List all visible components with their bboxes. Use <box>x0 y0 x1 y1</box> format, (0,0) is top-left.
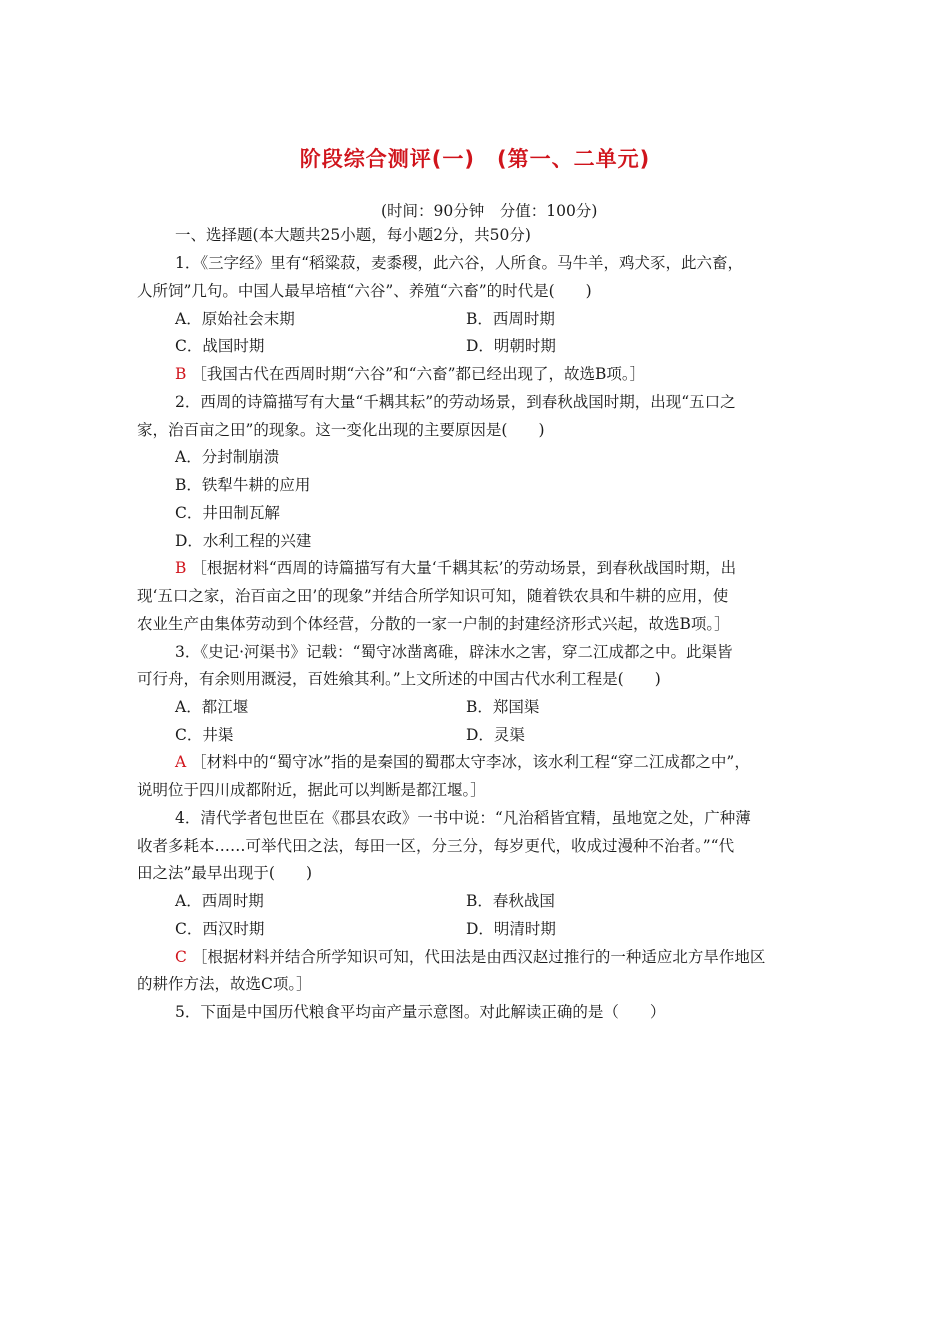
q4-explanation-line2: 的耕作方法，故选C项。］ <box>137 975 312 993</box>
q2-stem-line2: 家，治百亩之田”的现象。这一变化出现的主要原因是( ) <box>137 421 545 439</box>
q4-option-d: D．明清时期 <box>466 920 556 938</box>
q1-stem-line1: 1．《三字经》里有“稻粱菽，麦黍稷，此六谷，人所食。马牛羊，鸡犬豕，此六畜， <box>175 254 744 272</box>
q2-answer-letter: B <box>175 559 187 577</box>
q1-option-d: D．明朝时期 <box>466 337 556 355</box>
q4-stem-line1: 4．清代学者包世臣在《郡县农政》一书中说：“凡治稻皆宜精，虽地宽之处，广种薄 <box>175 809 751 827</box>
q3-option-a: A．都江堰 <box>175 698 249 716</box>
q4-option-b: B．春秋战国 <box>466 892 555 910</box>
q1-option-a: A．原始社会末期 <box>175 310 295 328</box>
q3-option-c: C．井渠 <box>175 726 234 744</box>
q4-stem-line2: 收者多耗本……可举代田之法，每田一区，分三分，每岁更代，收成过漫种不治者。”“代 <box>137 837 735 855</box>
q1-stem-line2: 人所饲”几句。中国人最早培植“六谷”、养殖“六畜”的时代是( ) <box>137 282 592 300</box>
q4-answer <box>175 946 765 968</box>
q3-answer <box>175 751 750 773</box>
q1-option-c: C．战国时期 <box>175 337 265 355</box>
q3-explanation-line2: 说明位于四川成都附近，据此可以判断是都江堰。］ <box>137 781 486 799</box>
q1-explanation: ［我国古代在西周时期“六谷”和“六畜”都已经出现了，故选B项。］ <box>191 365 646 383</box>
q4-option-a: A．西周时期 <box>175 892 264 910</box>
q3-answer-letter: A <box>175 753 187 771</box>
q3-explanation-line1: ［材料中的“蜀守冰”指的是秦国的蜀郡太守李冰，该水利工程“穿二江成都之中”， <box>191 753 750 771</box>
q3-stem-line1: 3．《史记·河渠书》记载：“蜀守冰凿离碓，辟沫水之害，穿二江成都之中。此渠皆 <box>175 643 733 661</box>
q4-stem-line3: 田之法”最早出现于( ) <box>137 864 313 882</box>
q2-answer <box>175 557 736 579</box>
q1-option-b: B．西周时期 <box>466 310 555 328</box>
q3-option-b: B．郑国渠 <box>466 698 540 716</box>
exam-info: (时间：90分钟 分值：100分) <box>381 202 598 220</box>
page-title: 阶段综合测评(一) (第一、二单元) <box>299 147 651 171</box>
q1-answer <box>175 363 645 385</box>
q5-stem-line1: 5．下面是中国历代粮食平均亩产量示意图。对此解读正确的是（ ） <box>175 1003 666 1021</box>
q4-explanation-line1: ［根据材料并结合所学知识可知，代田法是由西汉赵过推行的一种适应北方旱作地区 <box>191 948 766 966</box>
q2-option-b: B．铁犁牛耕的应用 <box>175 476 311 494</box>
q4-answer-letter: C <box>175 948 187 966</box>
q2-option-a: A．分封制崩溃 <box>175 448 280 466</box>
q3-option-d: D．灵渠 <box>466 726 525 744</box>
q2-explanation-line3: 农业生产由集体劳动到个体经营，分散的一家一户制的封建经济形式兴起，故选B项。］ <box>137 615 730 633</box>
q2-option-d: D．水利工程的兴建 <box>175 532 312 550</box>
q2-option-c: C．井田制瓦解 <box>175 504 280 522</box>
section-heading: 一、选择题(本大题共25小题，每小题2分，共50分) <box>175 226 531 244</box>
q2-stem-line1: 2．西周的诗篇描写有大量“千耦其耘”的劳动场景，到春秋战国时期，出现“五口之 <box>175 393 736 411</box>
q2-explanation-line1: ［根据材料“西周的诗篇描写有大量‘千耦其耘’的劳动场景，到春秋战国时期，出 <box>191 559 737 577</box>
q3-stem-line2: 可行舟，有余则用溉浸，百姓飨其利。”上文所述的中国古代水利工程是( ) <box>137 670 661 688</box>
q4-option-c: C．西汉时期 <box>175 920 265 938</box>
q1-answer-letter: B <box>175 365 187 383</box>
q2-explanation-line2: 现‘五口之家，治百亩之田’的现象”并结合所学知识可知，随着铁农具和牛耕的应用，使 <box>137 587 729 605</box>
